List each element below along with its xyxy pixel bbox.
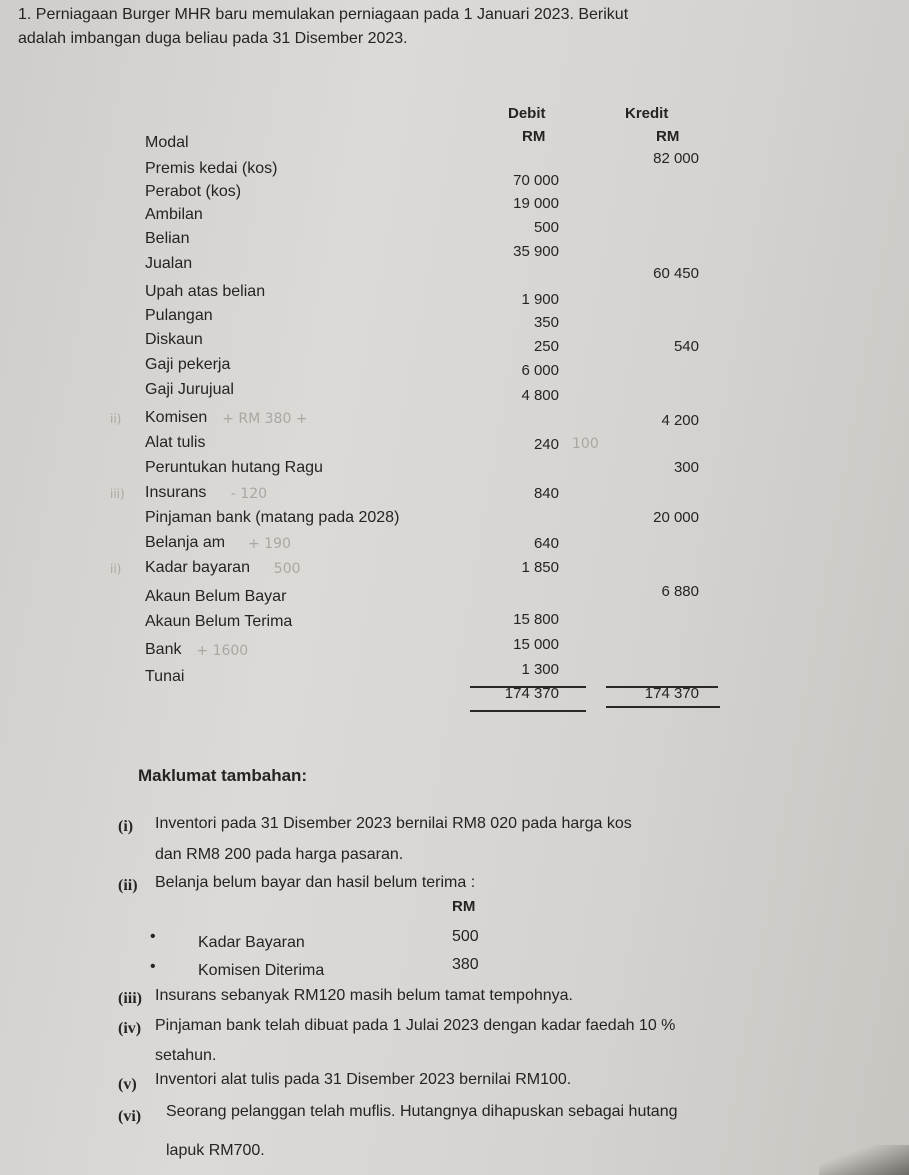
item-number: (iv) bbox=[118, 1020, 142, 1037]
info-v-text: Inventori alat tulis pada 31 Disember 2023 bernilai RM100. bbox=[155, 1071, 572, 1088]
row-credit: 82 000 bbox=[653, 150, 699, 167]
info-ii-unit: RM bbox=[452, 898, 476, 915]
row-label: Belian bbox=[145, 230, 190, 247]
additional-info-title: Maklumat tambahan: bbox=[138, 766, 308, 785]
handwritten-note: + 1600 bbox=[196, 643, 249, 659]
total-debit: 174 370 bbox=[504, 685, 559, 702]
bullet-icon: • bbox=[150, 958, 156, 975]
handwritten-note: - 120 bbox=[230, 486, 268, 502]
row-label: Pulangan bbox=[145, 307, 213, 324]
row-debit: 6 000 bbox=[521, 362, 559, 379]
credit-unit: RM bbox=[656, 128, 680, 145]
photo-shadow bbox=[819, 1145, 909, 1175]
info-iv-line-2: setahun. bbox=[155, 1047, 217, 1064]
info-i-line-2: dan RM8 200 pada harga pasaran. bbox=[155, 846, 404, 863]
row-credit: 20 000 bbox=[653, 509, 699, 526]
row-label: Pinjaman bank (matang pada 2028) bbox=[145, 509, 400, 526]
item-number: (ii) bbox=[118, 877, 138, 894]
row-debit: 4 800 bbox=[521, 387, 559, 404]
row-label: Komisen bbox=[145, 409, 208, 426]
debit-header: Debit bbox=[508, 105, 546, 122]
total-credit: 174 370 bbox=[644, 685, 699, 702]
row-credit: 300 bbox=[673, 459, 699, 476]
row-label: Akaun Belum Bayar bbox=[145, 588, 287, 605]
row-label: Premis kedai (kos) bbox=[145, 160, 278, 177]
row-debit: 640 bbox=[533, 535, 559, 552]
row-debit: 840 bbox=[533, 485, 559, 502]
row-label: Gaji pekerja bbox=[145, 356, 231, 373]
row-debit: 1 900 bbox=[521, 291, 559, 308]
row-debit: 15 000 bbox=[513, 636, 559, 653]
info-ii-item-label: Kadar Bayaran bbox=[198, 934, 305, 951]
row-debit: 350 bbox=[533, 314, 559, 331]
row-label: Modal bbox=[145, 134, 189, 151]
row-label: Insurans bbox=[145, 484, 207, 501]
row-credit: 540 bbox=[673, 338, 699, 355]
row-debit: 500 bbox=[533, 219, 559, 236]
row-debit: 70 000 bbox=[513, 172, 559, 189]
row-label: Kadar bayaran bbox=[145, 559, 250, 576]
margin-mark: ii) bbox=[110, 412, 122, 426]
info-ii-text: Belanja belum bayar dan hasil belum terima : bbox=[155, 874, 476, 891]
info-ii-item-value: 500 bbox=[452, 928, 479, 945]
info-ii-item-label: Komisen Diterima bbox=[198, 962, 325, 979]
handwritten-note: 500 bbox=[273, 561, 301, 577]
item-number: (iii) bbox=[118, 990, 142, 1007]
row-credit: 4 200 bbox=[661, 412, 699, 429]
row-credit: 6 880 bbox=[661, 583, 699, 600]
row-label: Tunai bbox=[145, 668, 185, 685]
row-label: Perabot (kos) bbox=[145, 183, 242, 200]
info-iv-line-1: Pinjaman bank telah dibuat pada 1 Julai 2023 dengan kadar faedah 10 % bbox=[155, 1017, 676, 1034]
row-debit: 19 000 bbox=[513, 195, 559, 212]
row-debit: 1 850 bbox=[521, 559, 559, 576]
handwritten-note: + RM 380 + bbox=[222, 411, 308, 427]
row-label: Peruntukan hutang Ragu bbox=[145, 459, 323, 476]
row-debit: 35 900 bbox=[513, 243, 559, 260]
row-label: Bank bbox=[145, 641, 182, 658]
row-label: Jualan bbox=[145, 255, 193, 272]
credit-total-line bbox=[606, 706, 720, 708]
row-label: Alat tulis bbox=[145, 434, 206, 451]
info-ii-item-value: 380 bbox=[452, 956, 479, 973]
item-number: (i) bbox=[118, 818, 134, 835]
row-label: Ambilan bbox=[145, 206, 203, 223]
handwritten-note: 100 bbox=[572, 436, 599, 452]
row-label: Upah atas belian bbox=[145, 283, 266, 300]
bullet-icon: • bbox=[150, 928, 156, 945]
info-iii-text: Insurans sebanyak RM120 masih belum tamat tempohnya. bbox=[155, 987, 573, 1004]
info-i-line-1: Inventori pada 31 Disember 2023 bernilai RM8 020 pada harga kos bbox=[155, 815, 632, 832]
info-vi-line-2: lapuk RM700. bbox=[166, 1142, 265, 1159]
question-line-1: 1. Perniagaan Burger MHR baru memulakan perniagaan pada 1 Januari 2023. Berikut bbox=[18, 6, 629, 23]
row-debit: 1 300 bbox=[521, 661, 559, 678]
row-credit: 60 450 bbox=[653, 265, 699, 282]
question-line-2: adalah imbangan duga beliau pada 31 Disember 2023. bbox=[18, 30, 408, 47]
row-debit: 240 bbox=[533, 436, 559, 453]
margin-mark: iii) bbox=[110, 487, 125, 501]
row-debit: 15 800 bbox=[513, 611, 559, 628]
row-label: Gaji Jurujual bbox=[145, 381, 234, 398]
debit-total-line bbox=[470, 710, 586, 712]
row-label: Belanja am bbox=[145, 534, 226, 551]
row-debit: 250 bbox=[533, 338, 559, 355]
item-number: (v) bbox=[118, 1076, 137, 1093]
info-vi-line-1: Seorang pelanggan telah muflis. Hutangnya dihapuskan sebagai hutang bbox=[166, 1103, 678, 1120]
item-number: (vi) bbox=[118, 1108, 142, 1125]
debit-unit: RM bbox=[522, 128, 546, 145]
margin-mark: ii) bbox=[110, 562, 122, 576]
row-label: Diskaun bbox=[145, 331, 203, 348]
handwritten-note: + 190 bbox=[248, 536, 291, 552]
credit-header: Kredit bbox=[625, 105, 669, 122]
row-label: Akaun Belum Terima bbox=[145, 613, 293, 630]
